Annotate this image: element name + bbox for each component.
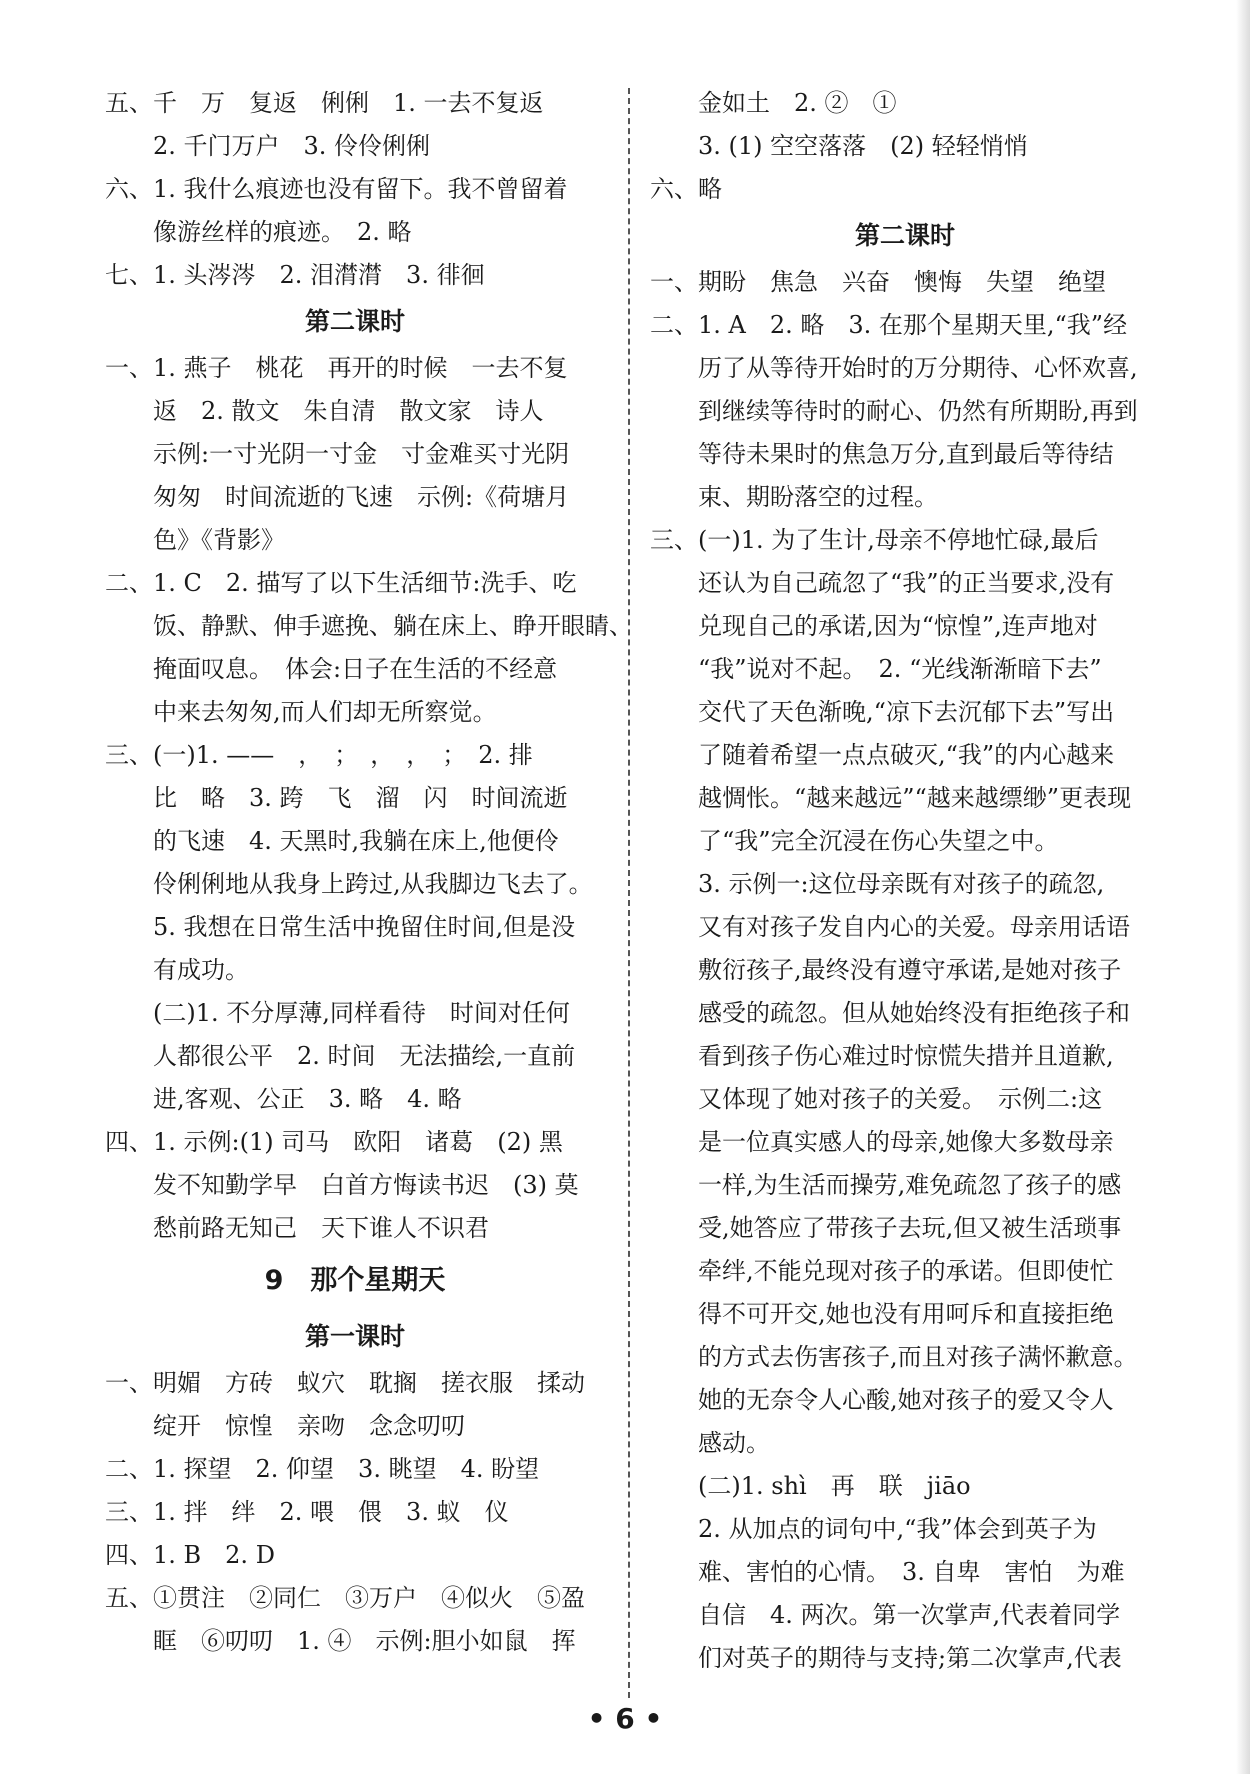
answer-line: 一、1. 燕子 桃花 再开的时候 一去不复 [105, 354, 568, 382]
page-edge-shadow [1236, 0, 1250, 1774]
answer-line-continuation: 2. 千门万户 3. 伶伶俐俐 [153, 132, 431, 160]
answer-line-continuation: 还认为自己疏忽了“我”的正当要求,没有 [698, 569, 1115, 597]
answer-line-continuation: 牵绊,不能兑现对孩子的承诺。但即使忙 [698, 1257, 1114, 1285]
section-heading: 第二课时 [854, 221, 955, 250]
answer-line: 三、(一)1. —— ， ； ， ， ； 2. 排 [105, 741, 533, 769]
column-divider [628, 88, 630, 1698]
answer-line-continuation: 返 2. 散文 朱自清 散文家 诗人 [153, 397, 544, 425]
answer-line-continuation: 越惆怅。“越来越远”“越来越缥缈”更表现 [698, 784, 1132, 812]
answer-line-continuation: 兑现自己的承诺,因为“惊惶”,连声地对 [698, 612, 1098, 640]
answer-line-continuation: 的方式去伤害孩子,而且对孩子满怀歉意。 [698, 1343, 1138, 1371]
answer-line-continuation: 示例:一寸光阴一寸金 寸金难买寸光阴 [153, 440, 570, 468]
answer-line: 六、略 [650, 175, 722, 203]
answer-line: 五、①贯注 ②同仁 ③万户 ④似火 ⑤盈 [105, 1584, 585, 1612]
answer-line-continuation: 2. 从加点的词句中,“我”体会到英子为 [698, 1515, 1097, 1543]
answer-line-continuation: 历了从等待开始时的万分期待、心怀欢喜, [698, 354, 1138, 382]
answer-line-continuation: 饭、静默、伸手遮挽、躺在床上、睁开眼睛、 [153, 612, 633, 640]
answer-line-continuation: 匆匆 时间流逝的飞速 示例:《荷塘月 [153, 483, 570, 511]
answer-line-continuation: 到继续等待时的耐心、仍然有所期盼,再到 [698, 397, 1138, 425]
answer-line-continuation: (二)1. 不分厚薄,同样看待 时间对任何 [153, 999, 570, 1027]
answer-line: 四、1. 示例:(1) 司马 欧阳 诸葛 (2) 黑 [105, 1128, 563, 1156]
answer-line-continuation: 愁前路无知己 天下谁人不识君 [153, 1214, 489, 1242]
answer-line-continuation: 金如土 2. ② ① [698, 89, 897, 117]
answer-line-continuation: 5. 我想在日常生活中挽留住时间,但是没 [153, 913, 576, 941]
answer-line: 一、期盼 焦急 兴奋 懊悔 失望 绝望 [650, 268, 1106, 296]
answer-line: 二、1. C 2. 描写了以下生活细节:洗手、吃 [105, 569, 577, 597]
answer-line-continuation: 感动。 [698, 1429, 770, 1457]
answer-line-continuation: 难、害怕的心情。 3. 自卑 害怕 为难 [698, 1558, 1125, 1586]
answer-line: 四、1. B 2. D [105, 1541, 275, 1569]
answer-line-continuation: “我”说对不起。 2. “光线渐渐暗下去” [698, 655, 1102, 683]
answer-line-continuation: 又体现了她对孩子的关爱。 示例二:这 [698, 1085, 1103, 1113]
answer-line-continuation: 中来去匆匆,而人们却无所察觉。 [153, 698, 497, 726]
answer-line-continuation: 眶 ⑥叨叨 1. ④ 示例:胆小如鼠 挥 [153, 1627, 576, 1655]
answer-line-continuation: 发不知勤学早 白首方悔读书迟 (3) 莫 [153, 1171, 579, 1199]
answer-line-continuation: 比 略 3. 跨 飞 溜 闪 时间流逝 [153, 784, 568, 812]
section-heading: 第二课时 [304, 307, 405, 336]
answer-line-continuation: 看到孩子伤心难过时惊慌失措并且道歉, [698, 1042, 1114, 1070]
answer-line-continuation: 是一位真实感人的母亲,她像大多数母亲 [698, 1128, 1114, 1156]
answer-line-continuation: 进,客观、公正 3. 略 4. 略 [153, 1085, 462, 1113]
answer-line-continuation: 了“我”完全沉浸在伤心失望之中。 [698, 827, 1059, 855]
answer-line-continuation: 受,她答应了带孩子去玩,但又被生活琐事 [698, 1214, 1122, 1242]
answer-line: 二、1. A 2. 略 3. 在那个星期天里,“我”经 [650, 311, 1128, 339]
section-heading: 第一课时 [304, 1322, 405, 1351]
answer-line-continuation: 了随着希望一点点破灭,“我”的内心越来 [698, 741, 1115, 769]
answer-line: 二、1. 探望 2. 仰望 3. 眺望 4. 盼望 [105, 1455, 540, 1483]
answer-line-continuation: 们对英子的期待与支持;第二次掌声,代表 [698, 1644, 1122, 1672]
answer-line-continuation: 感受的疏忽。但从她始终没有拒绝孩子和 [698, 999, 1130, 1027]
answer-line-continuation: 自信 4. 两次。第一次掌声,代表着同学 [698, 1601, 1121, 1629]
lesson-title: 9 那个星期天 [264, 1265, 446, 1296]
answer-line: 五、千 万 复返 俐俐 1. 一去不复返 [105, 89, 544, 117]
answer-line-continuation: 的飞速 4. 天黑时,我躺在床上,他便伶 [153, 827, 559, 855]
left-column [105, 82, 633, 1663]
answer-line-continuation: 像游丝样的痕迹。 2. 略 [153, 218, 412, 246]
page-number: • 6 • [587, 1702, 663, 1735]
answer-line: 七、1. 头涔涔 2. 泪潸潸 3. 徘徊 [105, 261, 485, 289]
answer-line-continuation: 等待未果时的焦急万分,直到最后等待结 [698, 440, 1114, 468]
answer-line-continuation: 一样,为生活而操劳,难免疏忽了孩子的感 [698, 1171, 1122, 1199]
right-column [650, 82, 1160, 1680]
answer-line-continuation: 又有对孩子发自内心的关爱。母亲用话语 [698, 913, 1130, 941]
answer-line-continuation: (二)1. shì 再 联 jiāo [698, 1472, 971, 1500]
answer-line: 一、明媚 方砖 蚁穴 耽搁 搓衣服 揉动 [105, 1369, 585, 1397]
answer-line: 三、1. 拌 绊 2. 喂 偎 3. 蚁 仪 [105, 1498, 509, 1526]
answer-line-continuation: 3. 示例一:这位母亲既有对孩子的疏忽, [698, 870, 1105, 898]
answer-line-continuation: 3. (1) 空空落落 (2) 轻轻悄悄 [698, 132, 1028, 160]
answer-line-continuation: 掩面叹息。 体会:日子在生活的不经意 [153, 655, 558, 683]
answer-line-continuation: 她的无奈令人心酸,她对孩子的爱又令人 [698, 1386, 1114, 1414]
answer-line: 六、1. 我什么痕迹也没有留下。我不曾留着 [105, 175, 568, 203]
answer-line-continuation: 得不可开交,她也没有用呵斥和直接拒绝 [698, 1300, 1114, 1328]
answer-line-continuation: 束、期盼落空的过程。 [698, 483, 938, 511]
answer-line-continuation: 敷衍孩子,最终没有遵守承诺,是她对孩子 [698, 956, 1122, 984]
answer-line-continuation: 交代了天色渐晚,“凉下去沉郁下去”写出 [698, 698, 1115, 726]
answer-line-continuation: 色》《背影》 [153, 526, 285, 554]
answer-line-continuation: 伶俐俐地从我身上跨过,从我脚边飞去了。 [153, 870, 593, 898]
answer-line-continuation: 人都很公平 2. 时间 无法描绘,一直前 [153, 1042, 576, 1070]
answer-line: 三、(一)1. 为了生计,母亲不停地忙碌,最后 [650, 526, 1099, 554]
answer-line-continuation: 绽开 惊惶 亲吻 念念叨叨 [153, 1412, 465, 1440]
answer-line-continuation: 有成功。 [153, 956, 249, 984]
